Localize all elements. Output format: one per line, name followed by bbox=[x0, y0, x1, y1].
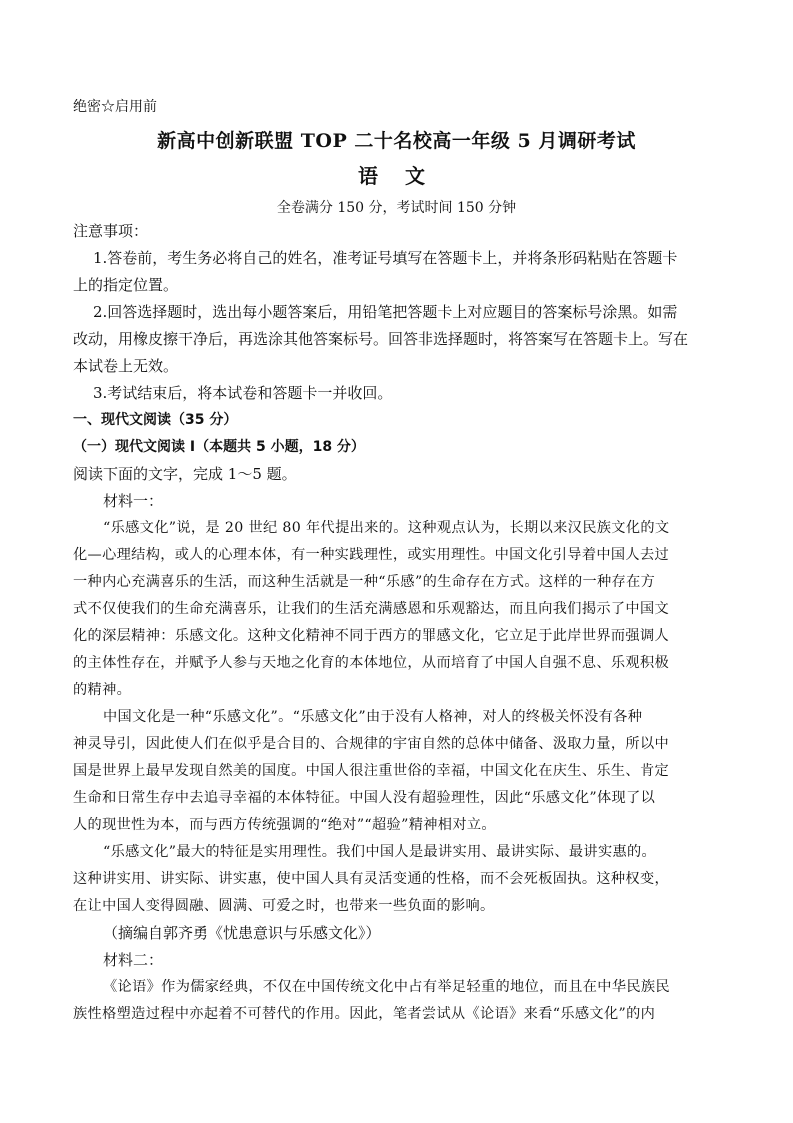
material1-text-line: 国是世界上最早发现自然美的国度。中国人很注重世俗的幸福，中国文化在庆生、乐生、肯定 bbox=[73, 763, 670, 779]
notice-line: 本试卷上无效。 bbox=[73, 357, 179, 375]
material1-text-line: 中国文化是一种“乐感文化”。“乐感文化”由于没有人格神，对人的终极关怀没有各种 bbox=[103, 709, 643, 725]
material1-text-line: 的精神。 bbox=[73, 682, 132, 698]
material1-text-line: 在让中国人变得圆融、圆满、可爱之时，也带来一些负面的影响。 bbox=[73, 898, 495, 914]
material1-text-line: 生命和日常生存中去追寻幸福的本体特征。中国人没有超验理性，因此“乐感文化”体现了以 bbox=[73, 790, 656, 806]
notice-line: 1.答卷前，考生务必将自己的姓名，准考证号填写在答题卡上，并将条形码粘贴在答题卡 bbox=[93, 249, 678, 267]
notice-line: 改动，用橡皮擦干净后，再选涂其他答案标号。回答非选择题时，将答案写在答题卡上。写在 bbox=[73, 330, 689, 348]
confidential-mark: 绝密☆启用前 bbox=[73, 99, 157, 115]
subject-title: 语 文 bbox=[358, 164, 435, 188]
reading-instruction: 阅读下面的文字，完成 1～5 题。 bbox=[73, 465, 297, 483]
notice-heading: 注意事项： bbox=[73, 222, 149, 240]
material1-text-line: 式不仅使我们的生命充满喜乐，让我们的生活充满感恩和乐观豁达，而且向我们揭示了中国文 bbox=[73, 601, 670, 617]
section-heading: 一、现代文阅读（35 分） bbox=[73, 412, 238, 428]
notice-line: 3.考试结束后，将本试卷和答题卡一并收回。 bbox=[93, 384, 393, 402]
exam-meta: 全卷满分 150 分，考试时间 150 分钟 bbox=[276, 200, 517, 216]
material1-text-line: “乐感文化”最大的特征是实用理性。我们中国人是最讲实用、最讲实际、最讲实惠的。 bbox=[103, 844, 657, 860]
material1-text-line: 人的现世性为本，而与西方传统强调的“绝对”“超验”精神相对立。 bbox=[73, 817, 496, 833]
material1-text-line: 化—心理结构，或人的心理本体，有一种实践理性，或实用理性。中国文化引导着中国人去过 bbox=[73, 547, 670, 563]
subsection-heading: （一）现代文阅读 I（本题共 5 小题，18 分） bbox=[73, 439, 365, 455]
material2-text-line: 《论语》作为儒家经典，不仅在中国传统文化中占有举足轻重的地位，而且在中华民族民 bbox=[103, 979, 670, 995]
material1-label: 材料一： bbox=[103, 492, 164, 510]
material1-text-line: 这种讲实用、讲实际、讲实惠，使中国人具有灵活变通的性格，而不会死板固执。这种权变， bbox=[73, 871, 670, 887]
material1-text-line: 的主体性存在，并赋予人参与天地之化育的本体地位，从而培育了中国人自强不息、乐观积极 bbox=[73, 655, 670, 671]
material2-label: 材料二： bbox=[103, 951, 164, 969]
material1-text-line: 化的深层精神：乐感文化。这种文化精神不同于西方的罪感文化，它立足于此岸世界而强调人 bbox=[73, 628, 670, 644]
material1-text-line: “乐感文化”说，是 20 世纪 80 年代提出来的。这种观点认为，长期以来汉民族文化的文 bbox=[103, 520, 670, 536]
notice-line: 上的指定位置。 bbox=[73, 276, 179, 294]
material2-text-line: 族性格塑造过程中亦起着不可替代的作用。因此，笔者尝试从《论语》来看“乐感文化”的内 bbox=[73, 1006, 656, 1022]
notice-line: 2.回答选择题时，选出每小题答案后，用铅笔把答题卡上对应题目的答案标号涂黑。如需 bbox=[93, 303, 678, 321]
material1-source: （摘编自郭齐勇《忧患意识与乐感文化》） bbox=[103, 924, 381, 942]
material1-text-line: 一种内心充满喜乐的生活，而这种生活就是一种“乐感”的生命存在方式。这样的一种存在方 bbox=[73, 574, 656, 590]
material1-text-line: 神灵导引，因此使人们在似乎是合目的、合规律的宇宙自然的总体中储备、汲取力量，所以中 bbox=[73, 736, 670, 752]
exam-title: 新高中创新联盟 TOP 二十名校高一年级 5 月调研考试 bbox=[157, 130, 636, 152]
